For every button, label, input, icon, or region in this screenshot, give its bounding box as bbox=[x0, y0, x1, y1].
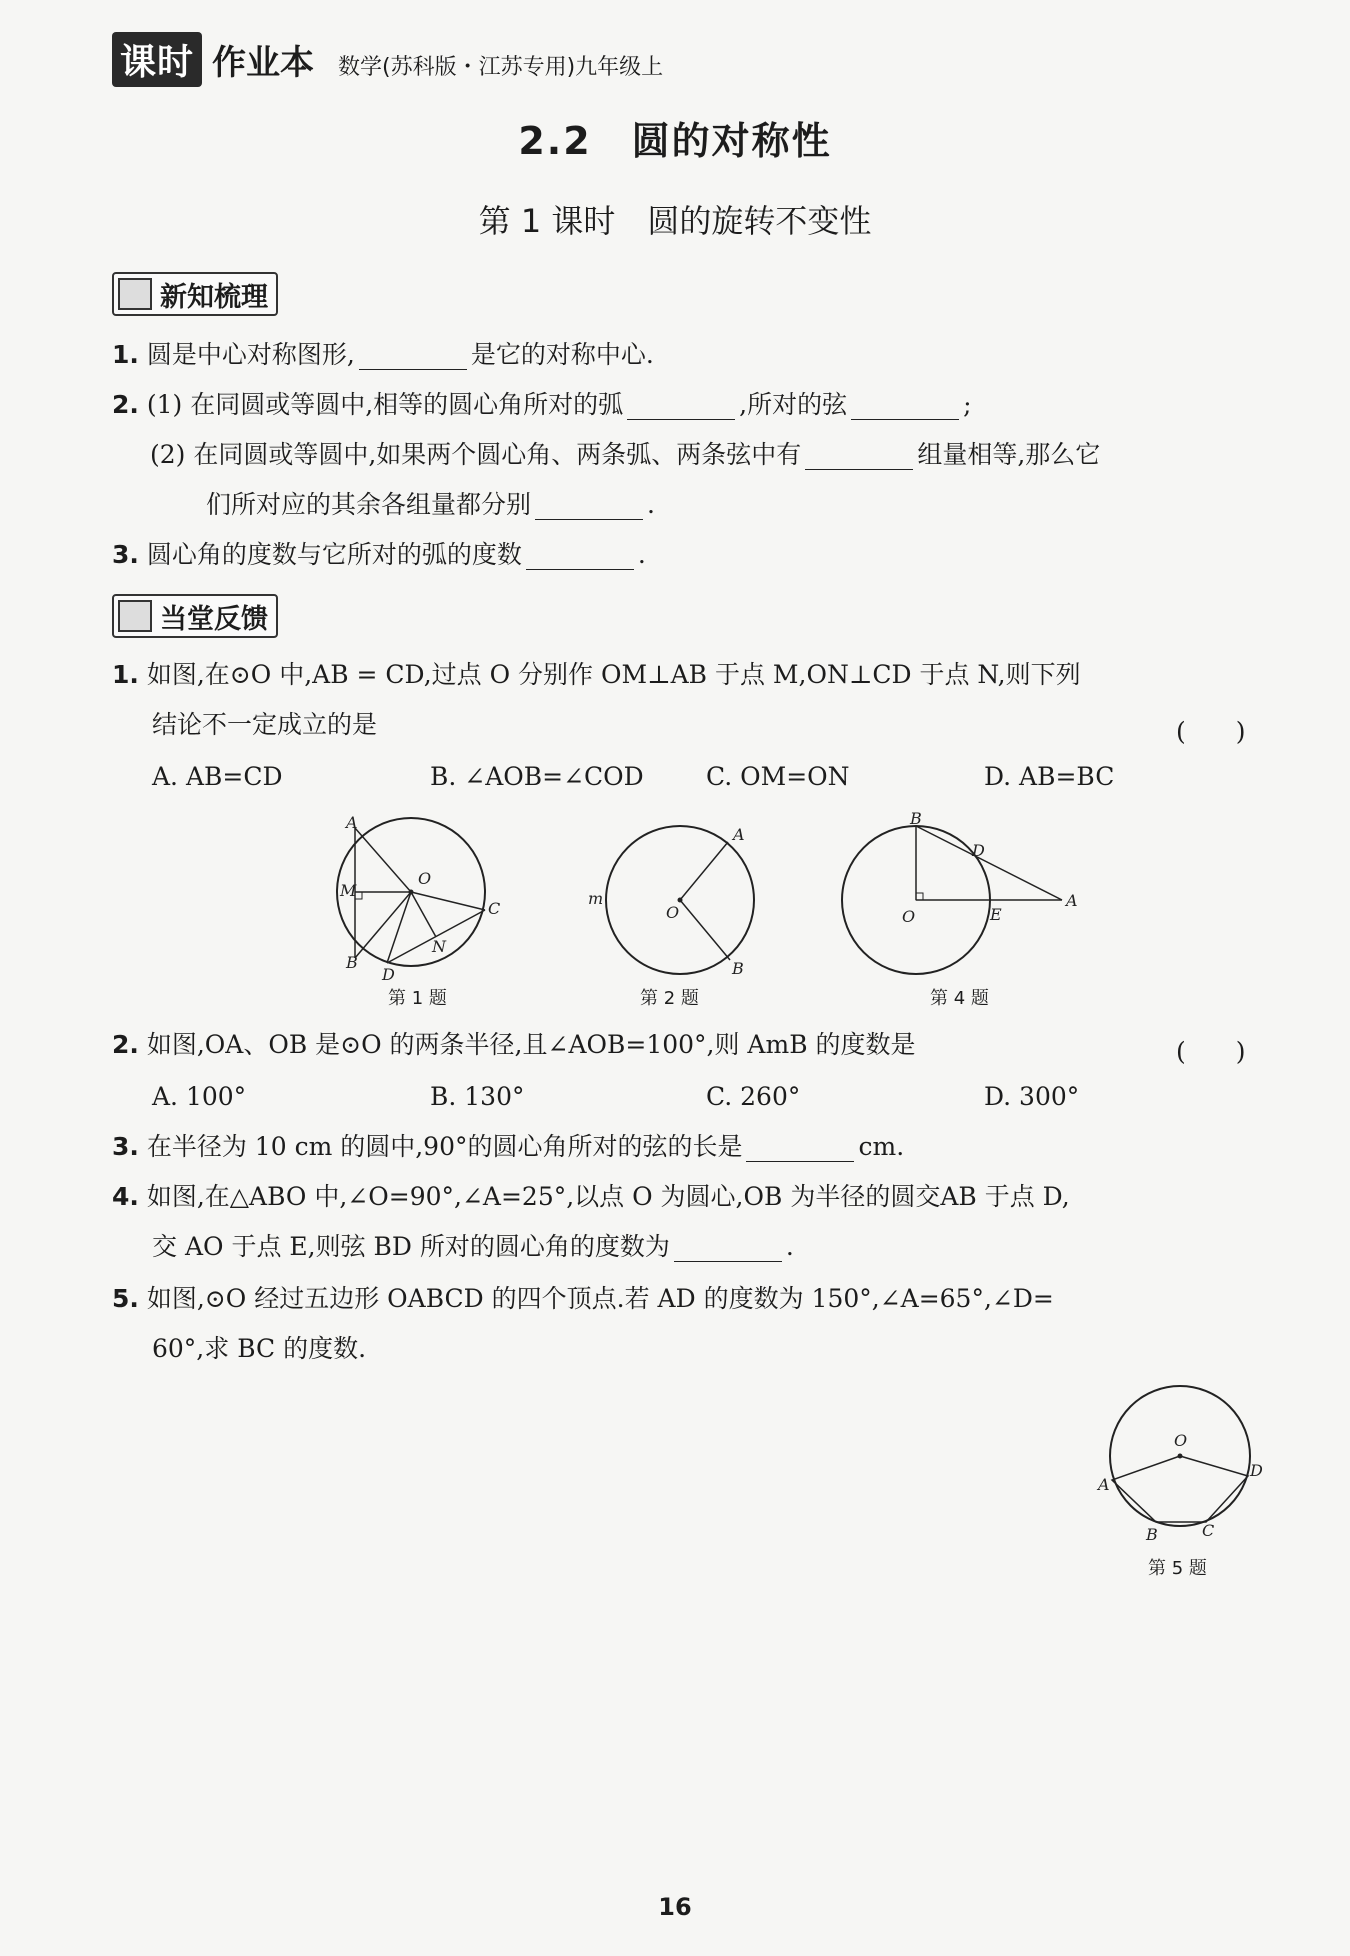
book-icon bbox=[118, 278, 152, 310]
point-label-o: O bbox=[1174, 1431, 1188, 1450]
page-number: 16 bbox=[658, 1893, 692, 1921]
point-label-b: B bbox=[910, 812, 922, 828]
figure-5-caption: 第 5 题 bbox=[1148, 1558, 1207, 1579]
point-label-d: D bbox=[972, 841, 985, 860]
section-heading-label: 当堂反馈 bbox=[160, 603, 268, 635]
question-text: . bbox=[647, 490, 655, 519]
p2-question-5-line2 bbox=[152, 1334, 366, 1364]
lesson-title: 第 1 课时 圆的旋转不变性 bbox=[478, 202, 872, 240]
section-heading-feedback bbox=[112, 594, 278, 638]
pencil-icon bbox=[118, 600, 152, 632]
answer-paren[interactable]: ( ) bbox=[1176, 1037, 1246, 1066]
p2-question-4-line1 bbox=[112, 1182, 1070, 1212]
figure-4-caption: 第 4 题 bbox=[930, 988, 989, 1009]
question-text: cm. bbox=[858, 1132, 905, 1161]
question-number: 1. bbox=[112, 660, 139, 689]
answer-blank[interactable] bbox=[746, 1137, 854, 1162]
subject-label: 数学(苏科版・江苏专用)九年级上 bbox=[338, 55, 664, 80]
question-number: 3. bbox=[112, 1132, 139, 1161]
question-text: 如图,⊙O 经过五边形 OABCD 的四个顶点.若 AD 的度数为 150°,∠A=65°,∠D= bbox=[146, 1284, 1054, 1313]
question-text: (2) 在同圆或等圆中,如果两个圆心角、两条弧、两条弦中有 bbox=[150, 440, 802, 469]
option-d[interactable]: D. AB=BC bbox=[984, 762, 1115, 791]
question-text: 如图,在⊙O 中,AB = CD,过点 O 分别作 OM⊥AB 于点 M,ON⊥CD 于点 N,则下列 bbox=[146, 660, 1081, 689]
question-text: 们所对应的其余各组量都分别 bbox=[206, 490, 532, 519]
option-a[interactable]: A. 100° bbox=[152, 1082, 247, 1111]
p2-question-5-line1 bbox=[112, 1284, 1054, 1314]
book-name: 作业本 bbox=[212, 42, 315, 83]
p1-question-2-line2 bbox=[150, 440, 1100, 470]
answer-paren[interactable]: ( ) bbox=[1176, 717, 1246, 746]
question-text: 如图,OA、OB 是⊙O 的两条半径,且∠AOB=100°,则 AmB 的度数是 bbox=[146, 1030, 916, 1059]
question-number: 5. bbox=[112, 1284, 139, 1313]
question-number: 4. bbox=[112, 1182, 139, 1211]
figure-2 bbox=[580, 812, 770, 982]
question-number: 2. bbox=[112, 1030, 139, 1059]
point-label-a: A bbox=[733, 825, 745, 844]
logo-mark: 课时 bbox=[112, 32, 202, 87]
section-heading-label: 新知梳理 bbox=[160, 281, 268, 313]
answer-blank[interactable] bbox=[535, 495, 643, 520]
p2-question-4-line2 bbox=[152, 1232, 794, 1262]
question-text: 圆是中心对称图形, bbox=[146, 340, 355, 369]
question-text: (1) 在同圆或等圆中,相等的圆心角所对的弧 bbox=[146, 390, 624, 419]
answer-blank[interactable] bbox=[627, 395, 735, 420]
figure-4 bbox=[830, 812, 1090, 982]
question-text: 结论不一定成立的是 bbox=[152, 710, 378, 739]
option-d[interactable]: D. 300° bbox=[984, 1082, 1080, 1111]
figure-1 bbox=[320, 812, 510, 982]
option-b[interactable]: B. 130° bbox=[430, 1082, 525, 1111]
question-text: ; bbox=[963, 390, 972, 419]
figure-2-caption: 第 2 题 bbox=[640, 988, 699, 1009]
question-text: 在半径为 10 cm 的圆中,90°的圆心角所对的弦的长是 bbox=[146, 1132, 743, 1161]
option-c[interactable]: C. 260° bbox=[706, 1082, 801, 1111]
section-heading-new-knowledge bbox=[112, 272, 278, 316]
question-text: 交 AO 于点 E,则弦 BD 所对的圆心角的度数为 bbox=[152, 1232, 670, 1261]
p2-question-1-line2 bbox=[152, 710, 377, 740]
point-label-a: A bbox=[1098, 1475, 1110, 1494]
p2-question-2 bbox=[112, 1030, 916, 1060]
question-number: 3. bbox=[112, 540, 139, 569]
question-text: 组量相等,那么它 bbox=[917, 440, 1101, 469]
point-label-b: B bbox=[346, 953, 358, 972]
p1-question-1 bbox=[112, 340, 654, 370]
question-number: 2. bbox=[112, 390, 139, 419]
option-c[interactable]: C. OM=ON bbox=[706, 762, 850, 791]
answer-blank[interactable] bbox=[851, 395, 959, 420]
p1-question-2-line1 bbox=[112, 390, 972, 420]
point-label-a: A bbox=[1066, 891, 1078, 910]
arc-label-m: m bbox=[588, 889, 604, 908]
question-text: 60°,求 BC 的度数. bbox=[152, 1334, 367, 1363]
section-title: 2.2 圆的对称性 bbox=[518, 119, 832, 163]
point-label-e: E bbox=[990, 905, 1002, 924]
point-label-c: C bbox=[1202, 1521, 1215, 1540]
answer-blank[interactable] bbox=[805, 445, 913, 470]
point-label-m: M bbox=[340, 881, 357, 900]
p1-question-3 bbox=[112, 540, 646, 570]
point-label-b: B bbox=[1146, 1525, 1158, 1544]
question-text: 圆心角的度数与它所对的弧的度数 bbox=[146, 540, 522, 569]
book-logo bbox=[112, 34, 314, 84]
point-label-n: N bbox=[432, 937, 446, 956]
option-b[interactable]: B. ∠AOB=∠COD bbox=[430, 762, 644, 791]
figure-5 bbox=[1090, 1380, 1270, 1550]
point-label-d: D bbox=[1250, 1461, 1263, 1480]
point-label-a: A bbox=[346, 813, 358, 832]
answer-blank[interactable] bbox=[526, 545, 634, 570]
question-text: . bbox=[637, 540, 646, 569]
question-text: 是它的对称中心. bbox=[470, 340, 654, 369]
figure-1-caption: 第 1 题 bbox=[388, 988, 447, 1009]
point-label-b: B bbox=[732, 959, 744, 978]
point-label-c: C bbox=[488, 899, 501, 918]
point-label-o: O bbox=[666, 903, 680, 922]
p2-question-3 bbox=[112, 1132, 904, 1162]
p2-question-1-line1 bbox=[112, 660, 1081, 690]
question-number: 1. bbox=[112, 340, 139, 369]
option-a[interactable]: A. AB=CD bbox=[152, 762, 283, 791]
point-label-o: O bbox=[418, 869, 432, 888]
question-text: . bbox=[785, 1232, 794, 1261]
answer-blank[interactable] bbox=[674, 1237, 782, 1262]
p1-question-2-line3 bbox=[206, 490, 655, 520]
question-text: ,所对的弦 bbox=[739, 390, 848, 419]
question-text: 如图,在△ABO 中,∠O=90°,∠A=25°,以点 O 为圆心,OB 为半径的圆交AB 于点 D, bbox=[146, 1182, 1070, 1211]
point-label-d: D bbox=[382, 965, 395, 982]
point-label-o: O bbox=[902, 907, 916, 926]
answer-blank[interactable] bbox=[359, 345, 467, 370]
